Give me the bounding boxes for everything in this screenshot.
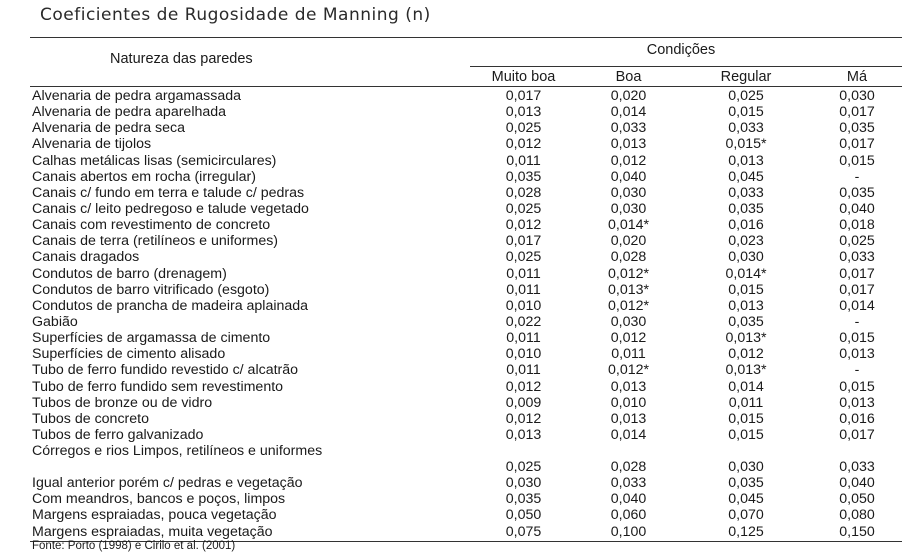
table-row xyxy=(30,266,902,282)
cell-muito-boa: 0,011 xyxy=(506,330,541,347)
row-label: Margens espraiadas, pouca vegetação xyxy=(32,507,277,524)
cell-ma: 0,025 xyxy=(839,233,875,250)
cell-boa: 0,060 xyxy=(610,507,647,524)
cell-boa: 0,033 xyxy=(610,475,647,492)
table-row xyxy=(30,298,902,314)
cell-muito-boa: 0,012 xyxy=(505,217,542,234)
row-label: Canais dragados xyxy=(32,249,140,266)
cell-muito-boa: 0,011 xyxy=(506,152,541,169)
row-label: Condutos de barro vitrificado (esgoto) xyxy=(32,281,270,298)
cell-muito-boa: 0,011 xyxy=(506,362,541,379)
table-row xyxy=(30,282,902,298)
cell-muito-boa: 0,035 xyxy=(505,491,542,508)
table-row xyxy=(30,346,902,362)
cell-boa: 0,030 xyxy=(610,200,647,217)
row-label: Tubos de ferro galvanizado xyxy=(32,426,204,443)
cell-boa: 0,028 xyxy=(610,459,647,476)
cell-boa: 0,012 xyxy=(610,330,647,347)
cell-regular: 0,014* xyxy=(725,265,767,282)
cell-boa: 0,013 xyxy=(610,410,647,427)
cell-ma: 0,035 xyxy=(839,184,875,201)
row-label: Condutos de barro (drenagem) xyxy=(32,265,227,282)
cell-ma: 0,018 xyxy=(839,217,875,234)
cell-muito-boa: 0,012 xyxy=(505,378,542,395)
cell-ma: 0,035 xyxy=(839,120,875,137)
row-label: Tubo de ferro fundido revestido c/ alcatrão xyxy=(32,362,299,379)
row-label: Igual anterior porém c/ pedras e vegetação xyxy=(32,475,303,492)
cell-boa: 0,014 xyxy=(610,104,647,121)
table-row xyxy=(30,201,902,217)
cell-regular: 0,030 xyxy=(728,249,764,266)
row-label: Tubo de ferro fundido sem revestimento xyxy=(32,378,284,395)
cell-regular: 0,045 xyxy=(728,168,764,185)
cell-regular: 0,013* xyxy=(725,330,767,347)
table-row xyxy=(30,330,902,346)
cell-ma: 0,013 xyxy=(839,394,875,411)
cell-ma: 0,014 xyxy=(839,297,875,314)
cell-ma: 0,017 xyxy=(839,265,875,282)
cell-ma: 0,017 xyxy=(839,281,875,298)
row-label: Canais c/ fundo em terra e talude c/ pedras xyxy=(32,184,305,201)
cell-muito-boa: 0,025 xyxy=(505,459,542,476)
column-header-regular: Regular xyxy=(720,69,772,85)
table-row xyxy=(30,443,902,475)
table-row xyxy=(30,362,902,378)
row-label: Condutos de prancha de madeira aplainada xyxy=(32,297,309,314)
row-label: Alvenaria de pedra argamassada xyxy=(32,88,242,104)
cell-boa: 0,030 xyxy=(610,313,647,330)
natureza-header: Natureza das paredes xyxy=(110,51,253,67)
cell-muito-boa: 0,012 xyxy=(505,410,542,427)
cell-boa: 0,033 xyxy=(610,120,647,137)
cell-regular: 0,015 xyxy=(728,426,764,443)
row-label: Com meandros, bancos e poços, limpos xyxy=(32,491,286,508)
column-header-muito-boa: Muito boa xyxy=(491,69,556,85)
cell-ma: 0,040 xyxy=(839,475,875,492)
table-header xyxy=(30,37,902,69)
row-label: Córregos e rios Limpos, retilíneos e uniformes xyxy=(32,443,323,460)
cell-regular: 0,014 xyxy=(728,378,764,395)
cell-muito-boa: 0,050 xyxy=(505,507,542,524)
cell-boa: 0,020 xyxy=(610,88,647,104)
cell-ma: - xyxy=(854,362,860,379)
table-row xyxy=(30,249,902,265)
column-header-ma: Má xyxy=(846,69,868,85)
cell-regular: 0,015 xyxy=(728,281,764,298)
cell-boa: 0,040 xyxy=(610,491,647,508)
table-row xyxy=(30,507,902,523)
cell-boa: 0,013 xyxy=(610,378,647,395)
cell-boa: 0,040 xyxy=(610,168,647,185)
cell-regular: 0,035 xyxy=(728,475,764,492)
table-row xyxy=(30,104,902,120)
cell-regular: 0,045 xyxy=(728,491,764,508)
cell-ma: - xyxy=(854,168,860,185)
condicoes-header: Condições xyxy=(646,42,716,58)
cell-muito-boa: 0,025 xyxy=(505,249,542,266)
cell-regular: 0,015 xyxy=(728,104,764,121)
cell-boa: 0,012 xyxy=(610,152,647,169)
cell-regular: 0,016 xyxy=(728,217,764,234)
cell-regular: 0,070 xyxy=(728,507,764,524)
cell-regular: 0,013 xyxy=(728,152,764,169)
table-row xyxy=(30,233,902,249)
cell-ma: 0,050 xyxy=(839,491,875,508)
cell-muito-boa: 0,022 xyxy=(505,313,542,330)
cell-boa: 0,020 xyxy=(610,233,647,250)
cell-ma: 0,033 xyxy=(839,249,875,266)
cell-regular: 0,013* xyxy=(725,362,767,379)
row-label: Canais c/ leito pedregoso e talude vegetado xyxy=(32,200,309,217)
cell-regular: 0,030 xyxy=(728,459,764,476)
table-row xyxy=(30,524,902,540)
cell-ma: 0,030 xyxy=(839,88,875,104)
column-header-boa: Boa xyxy=(615,69,642,85)
cell-boa: 0,030 xyxy=(610,184,647,201)
cell-regular: 0,015 xyxy=(728,410,764,427)
row-label: Superfícies de cimento alisado xyxy=(32,346,226,363)
row-label: Canais com revestimento de concreto xyxy=(32,217,271,234)
row-label: Margens espraiadas, muita vegetação xyxy=(32,523,273,540)
table-row xyxy=(30,395,902,411)
source-note: Fonte: Porto (1998) e Cirilo et al. (2001) xyxy=(32,540,236,552)
row-label: Gabião xyxy=(32,313,78,330)
cell-ma: 0,017 xyxy=(839,104,875,121)
row-label: Tubos de bronze ou de vidro xyxy=(32,394,213,411)
cell-muito-boa: 0,025 xyxy=(505,120,542,137)
cell-boa: 0,012* xyxy=(607,362,650,379)
cell-muito-boa: 0,011 xyxy=(506,265,541,282)
row-label: Alvenaria de pedra seca xyxy=(32,120,186,137)
cell-ma: 0,017 xyxy=(839,136,875,153)
cell-muito-boa: 0,075 xyxy=(505,523,542,540)
table-row xyxy=(30,153,902,169)
cell-ma: 0,016 xyxy=(839,410,875,427)
cell-muito-boa: 0,013 xyxy=(505,426,542,443)
row-label: Alvenaria de pedra aparelhada xyxy=(32,104,227,121)
cell-muito-boa: 0,030 xyxy=(505,475,542,492)
row-label: Superfícies de argamassa de cimento xyxy=(32,330,271,347)
cell-muito-boa: 0,009 xyxy=(505,394,542,411)
cell-boa: 0,013 xyxy=(610,136,647,153)
cell-muito-boa: 0,028 xyxy=(505,184,542,201)
cell-ma: 0,015 xyxy=(839,330,875,347)
table-row xyxy=(30,314,902,330)
cell-regular: 0,012 xyxy=(728,346,764,363)
cell-ma: - xyxy=(854,313,860,330)
cell-ma: 0,015 xyxy=(839,152,875,169)
cell-boa: 0,014* xyxy=(607,217,650,234)
cell-muito-boa: 0,017 xyxy=(505,88,542,104)
cell-muito-boa: 0,011 xyxy=(506,281,541,298)
manning-table xyxy=(30,37,902,542)
table-row xyxy=(30,120,902,136)
cell-regular: 0,035 xyxy=(728,200,764,217)
cell-boa: 0,012* xyxy=(607,265,650,282)
table-row xyxy=(30,427,902,443)
row-label: Canais de terra (retilíneos e uniformes) xyxy=(32,233,279,250)
page-title: Coeficientes de Rugosidade de Manning (n) xyxy=(40,5,431,25)
column-headers xyxy=(30,69,902,86)
table-row xyxy=(30,88,902,104)
cell-boa: 0,014 xyxy=(610,426,647,443)
cell-ma: 0,015 xyxy=(839,378,875,395)
cell-regular: 0,015* xyxy=(725,136,767,153)
table-row xyxy=(30,475,902,491)
cell-ma: 0,033 xyxy=(839,459,875,476)
cell-regular: 0,035 xyxy=(728,313,764,330)
table-row xyxy=(30,217,902,233)
cell-ma: 0,017 xyxy=(839,426,875,443)
table-row xyxy=(30,411,902,427)
cell-regular: 0,033 xyxy=(728,184,764,201)
cell-ma: 0,150 xyxy=(839,523,875,540)
cell-boa: 0,028 xyxy=(610,249,647,266)
row-label: Alvenaria de tijolos xyxy=(32,136,152,153)
cell-ma: 0,013 xyxy=(839,346,875,363)
table-row xyxy=(30,136,902,152)
cell-muito-boa: 0,013 xyxy=(505,104,542,121)
cell-regular: 0,025 xyxy=(728,88,764,104)
table-row xyxy=(30,169,902,185)
cell-ma: 0,040 xyxy=(839,200,875,217)
row-label: Canais abertos em rocha (irregular) xyxy=(32,168,256,185)
cell-regular: 0,011 xyxy=(728,394,764,411)
table-row xyxy=(30,185,902,201)
cell-boa: 0,012* xyxy=(607,297,650,314)
condicoes-divider xyxy=(470,66,902,67)
cell-muito-boa: 0,017 xyxy=(505,233,542,250)
cell-regular: 0,023 xyxy=(728,233,764,250)
table-row xyxy=(30,379,902,395)
table-row xyxy=(30,491,902,507)
cell-regular: 0,013 xyxy=(728,297,764,314)
row-label: Tubos de concreto xyxy=(32,410,149,427)
cell-ma: 0,080 xyxy=(839,507,875,524)
cell-boa: 0,013* xyxy=(607,281,650,298)
cell-boa: 0,010 xyxy=(610,394,647,411)
cell-muito-boa: 0,012 xyxy=(505,136,542,153)
row-label: Calhas metálicas lisas (semicirculares) xyxy=(32,152,277,169)
cell-boa: 0,011 xyxy=(611,346,646,363)
cell-regular: 0,033 xyxy=(728,120,764,137)
cell-muito-boa: 0,010 xyxy=(505,346,542,363)
cell-muito-boa: 0,035 xyxy=(505,168,542,185)
cell-boa: 0,100 xyxy=(610,523,647,540)
cell-muito-boa: 0,010 xyxy=(505,297,542,314)
cell-muito-boa: 0,025 xyxy=(505,200,542,217)
cell-regular: 0,125 xyxy=(728,523,764,540)
table-body xyxy=(30,86,902,540)
